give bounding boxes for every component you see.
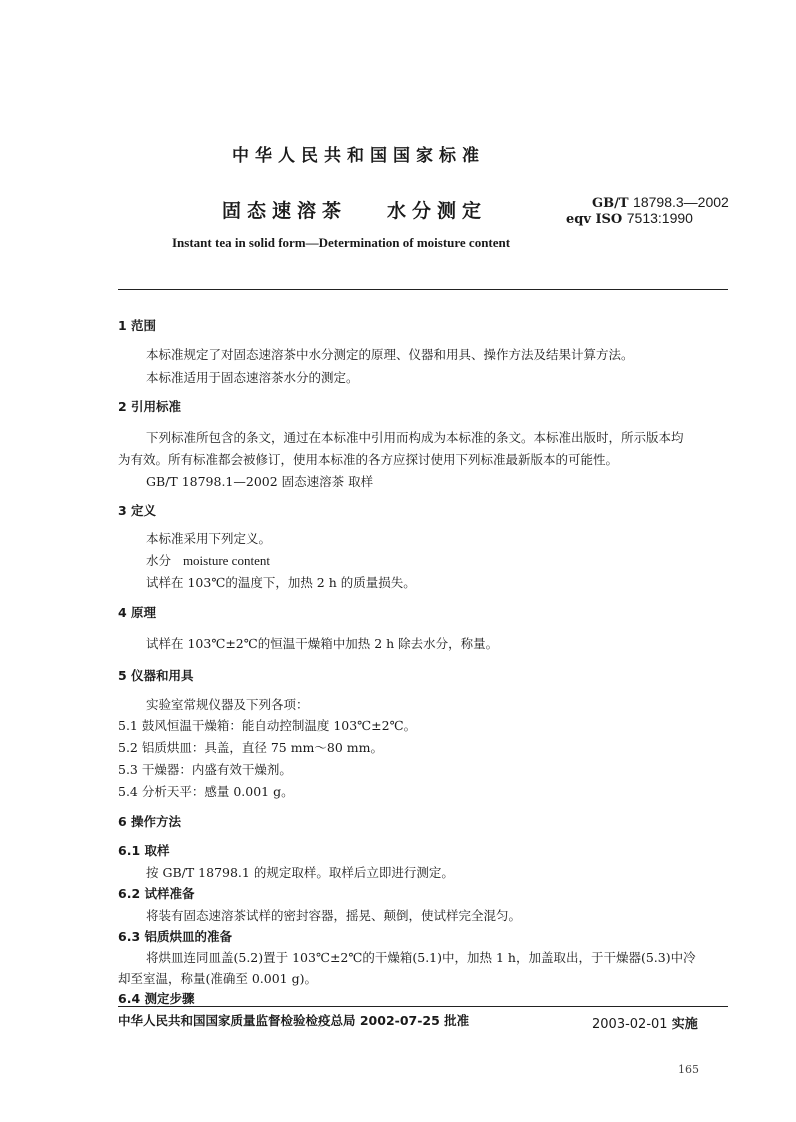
section-1-paragraph-1: 本标准规定了对固态速溶茶中水分测定的原理、仪器和用具、操作方法及结果计算方法。	[146, 347, 634, 362]
subsection-6-1-heading: 6.1 取样	[118, 843, 170, 858]
equipment-item: 5.3 干燥器：内盛有效干燥剂。	[118, 762, 292, 777]
national-standard-heading: 中华人民共和国国家标准	[232, 146, 485, 166]
implementation-label: 实施	[671, 1017, 698, 1032]
section-1-paragraph-2: 本标准适用于固态速溶茶水分的测定。	[146, 370, 359, 385]
document-title	[222, 196, 487, 223]
header-divider	[118, 289, 728, 290]
section-2-heading: 2 引用标准	[118, 399, 182, 414]
equivalent-prefix: eqv ISO	[566, 212, 623, 227]
implementation-line	[592, 1013, 698, 1032]
subsection-6-2-heading: 6.2 试样准备	[118, 886, 195, 901]
equivalent-standard	[566, 210, 693, 227]
equipment-item: 5.4 分析天平：感量 0.001 g。	[118, 784, 294, 799]
subsection-6-2-text: 将装有固态速溶茶试样的密封容器，摇晃、颠倒，使试样完全混匀。	[146, 908, 522, 923]
subsection-6-4-heading: 6.4 测定步骤	[118, 991, 195, 1006]
footer-divider	[118, 1006, 728, 1007]
section-1-heading: 1 范围	[118, 318, 157, 333]
subsection-6-3-heading: 6.3 铝质烘皿的准备	[118, 929, 232, 944]
section-2-paragraph-line-2: 为有效。所有标准都会被修订，使用本标准的各方应探讨使用下列标准最新版本的可能性。	[118, 452, 619, 467]
definition-term	[146, 551, 270, 569]
title-part-2: 水分测定	[387, 200, 488, 222]
term-english: moisture content	[182, 553, 270, 568]
implementation-date: 2003-02-01	[592, 1017, 668, 1032]
equipment-item: 5.2 铝质烘皿：具盖，直径 75 mm～80 mm。	[118, 740, 383, 755]
section-3-paragraph-1: 本标准采用下列定义。	[146, 531, 272, 546]
standard-code: 18798.3—2002	[633, 194, 729, 210]
section-5-intro: 实验室常规仪器及下列各项：	[146, 697, 309, 712]
subsection-6-3-text-line-2: 却至室温，称量(准确至 0.001 g)。	[118, 971, 317, 986]
title-part-1: 固态速溶茶	[222, 200, 348, 222]
subsection-6-3-text-line-1: 将烘皿连同皿盖(5.2)置于 103℃±2℃的干燥箱(5.1)中，加热 1 h，加盖取出，于干燥器(5.3)中冷	[146, 950, 696, 965]
section-2-paragraph-line-1: 下列标准所包含的条文，通过在本标准中引用而构成为本标准的条文。本标准出版时，所示版本均	[146, 430, 684, 445]
section-4-paragraph-1: 试样在 103℃±2℃的恒温干燥箱中加热 2 h 除去水分，称量。	[146, 636, 499, 651]
section-4-heading: 4 原理	[118, 605, 157, 620]
normative-reference: GB/T 18798.1—2002 固态速溶茶 取样	[146, 474, 374, 489]
page-number: 165	[678, 1063, 699, 1076]
approval-line: 中华人民共和国国家质量监督检验检疫总局 2002-07-25 批准	[118, 1013, 470, 1028]
english-title: Instant tea in solid form—Determination of moisture content	[172, 235, 511, 250]
section-5-heading: 5 仪器和用具	[118, 668, 194, 683]
subsection-6-1-text: 按 GB/T 18798.1 的规定取样。取样后立即进行测定。	[146, 865, 454, 880]
section-6-heading: 6 操作方法	[118, 814, 182, 829]
term-chinese: 水分	[146, 553, 172, 568]
equipment-item: 5.1 鼓风恒温干燥箱：能自动控制温度 103℃±2℃。	[118, 718, 417, 733]
standard-prefix: GB/T	[592, 196, 629, 211]
standard-number	[592, 194, 729, 211]
definition-text: 试样在 103℃的温度下，加热 2 h 的质量损失。	[146, 575, 416, 590]
section-3-heading: 3 定义	[118, 503, 157, 518]
equivalent-code: 7513:1990	[626, 210, 693, 226]
